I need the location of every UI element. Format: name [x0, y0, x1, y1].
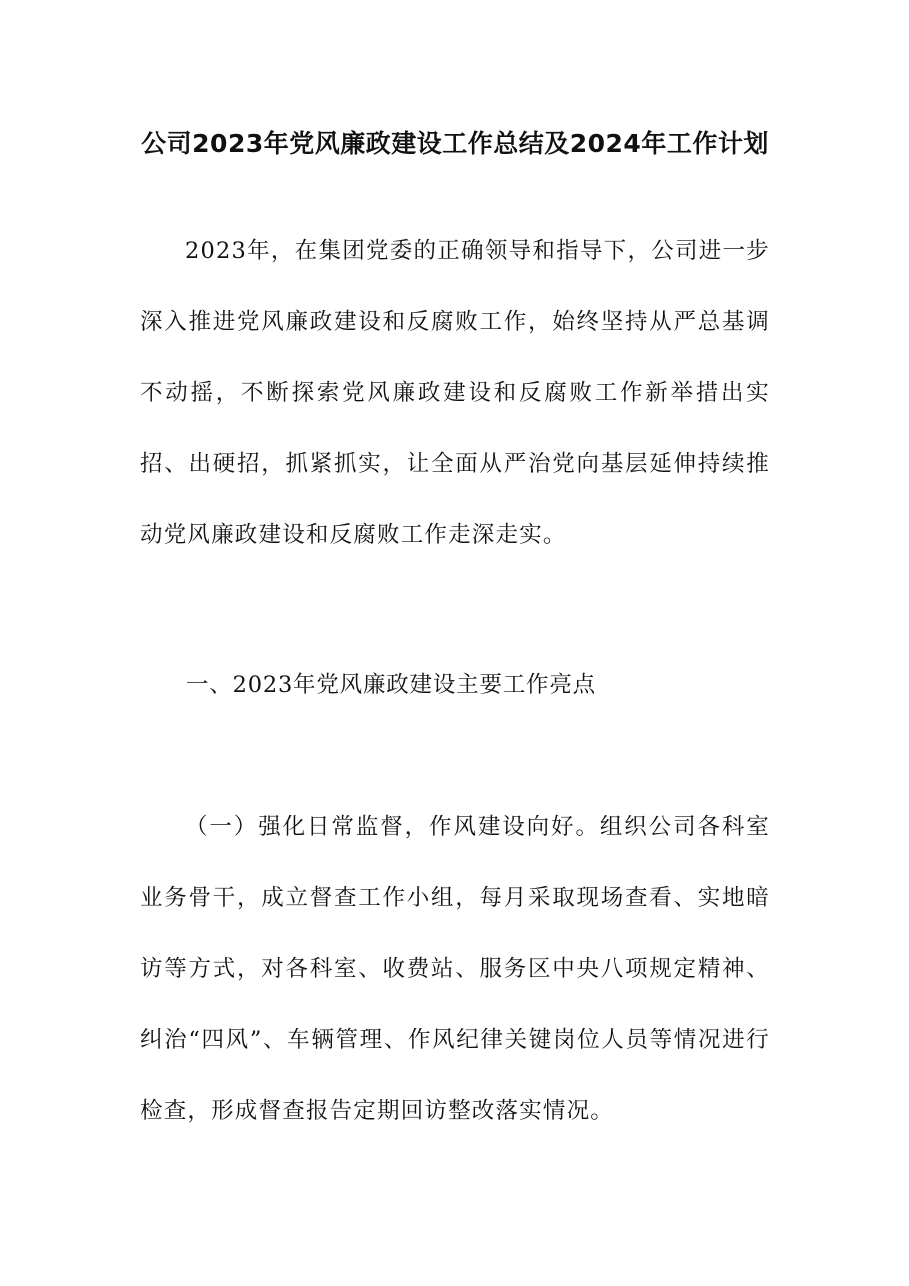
section-heading: 一、2023年党风廉政建设主要工作亮点 — [186, 672, 596, 698]
document-title: 公司2023年党风廉政建设工作总结及2024年工作计划 — [141, 129, 769, 158]
intro-paragraph: 2023年，在集团党委的正确领导和指导下，公司进一步深入推进党风廉政建设和反腐败工作，始终坚持从严总基调不动摇，不断探索党风廉政建设和反腐败工作新举措出实招、出硬招，抓紧抓实，让全面从严治党向基层延伸持续推动党风廉政建设和反腐败工作走深走实。 — [140, 238, 770, 548]
subsection-paragraph: （一）强化日常监督，作风建设向好。组织公司各科室业务骨干，成立督查工作小组，每月采取现场查看、实地暗访等方式，对各科室、收费站、服务区中央八项规定精神、纠治“四风”、车辆管理、作风纪律关键岗位人员等情况进行检查，形成督查报告定期回访整改落实情况。 — [140, 814, 770, 1124]
